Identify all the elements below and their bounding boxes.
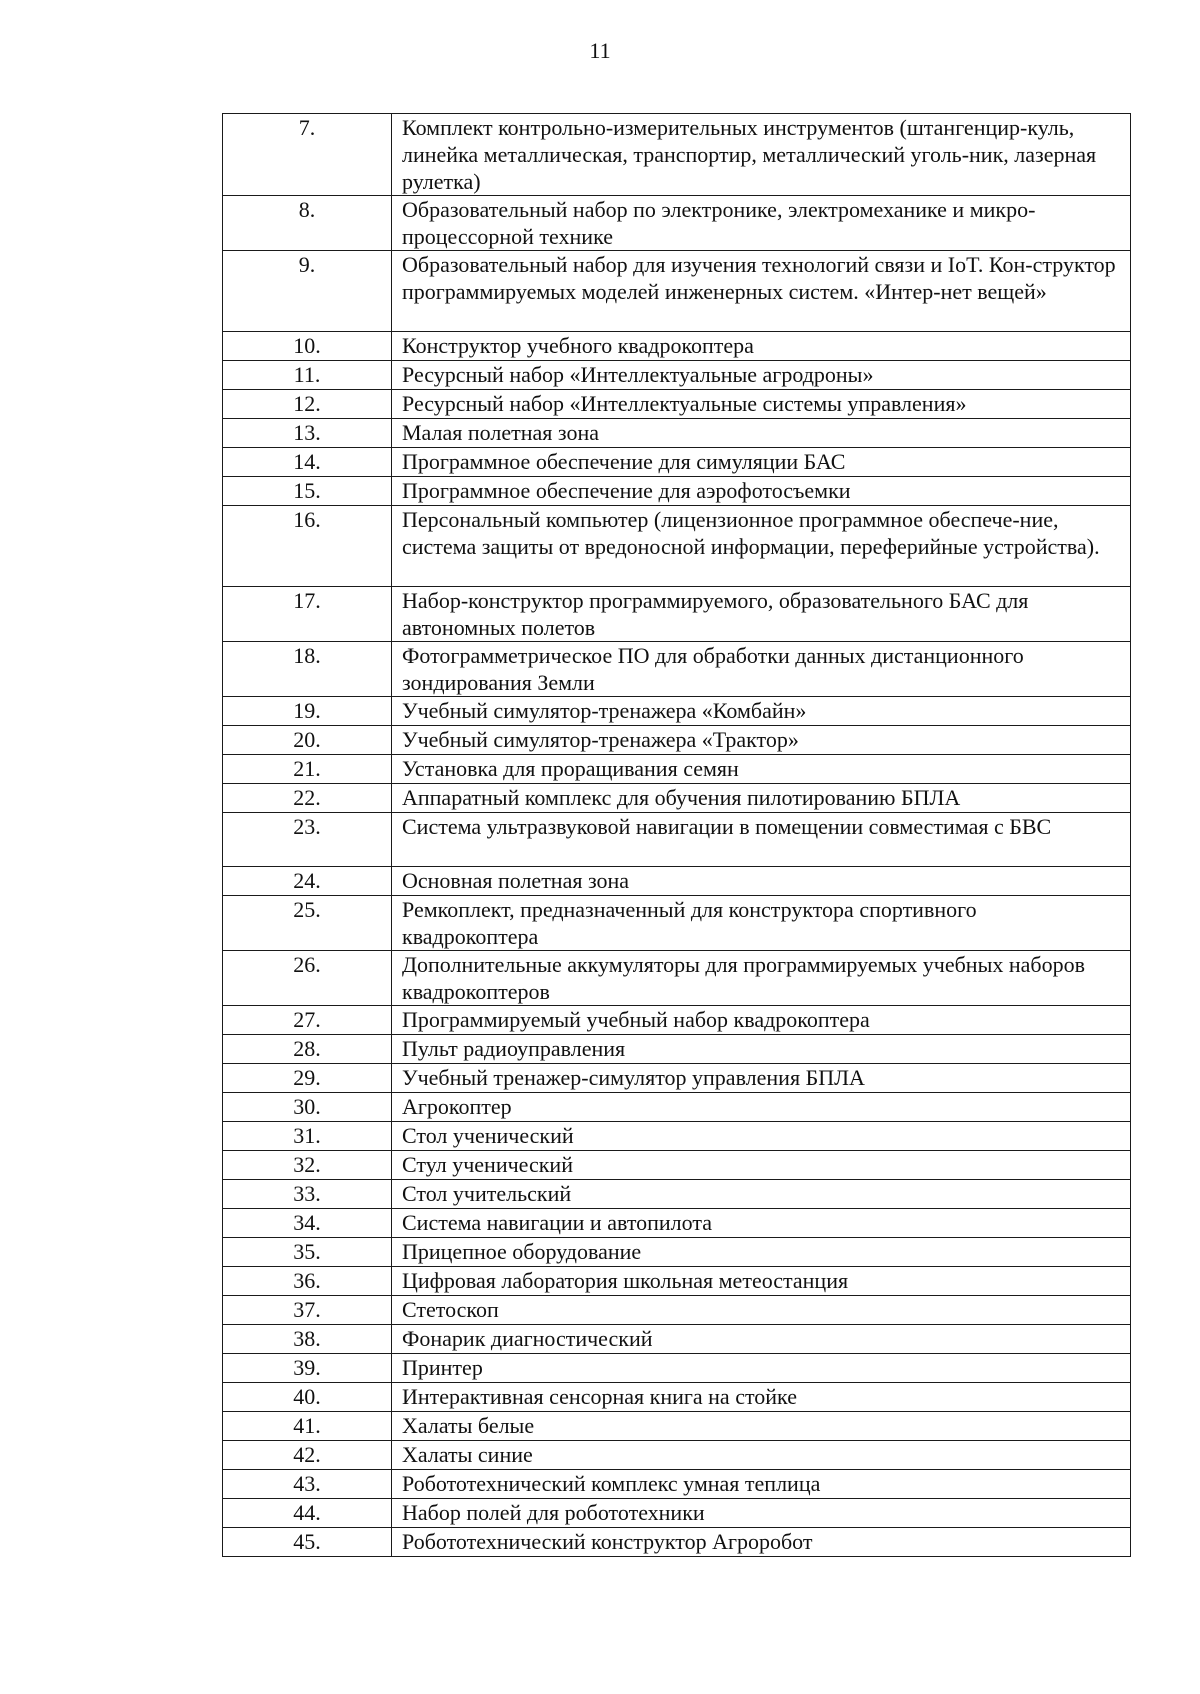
- item-name: Образовательный набор по электронике, электромеханике и микро-процессорной технике: [392, 196, 1131, 251]
- item-name: Конструктор учебного квадрокоптера: [392, 332, 1131, 361]
- table-row: [223, 196, 1131, 251]
- item-number: 31.: [223, 1122, 392, 1151]
- table-row: [223, 587, 1131, 642]
- item-number: 35.: [223, 1238, 392, 1267]
- item-name: Принтер: [392, 1354, 1131, 1383]
- item-name: Учебный симулятор-тренажера «Комбайн»: [392, 697, 1131, 726]
- table-row: [223, 1325, 1131, 1354]
- item-name: Ресурсный набор «Интеллектуальные системы управления»: [392, 390, 1131, 419]
- item-name: Программное обеспечение для аэрофотосъемки: [392, 477, 1131, 506]
- item-number: 10.: [223, 332, 392, 361]
- table-row: [223, 951, 1131, 1006]
- item-number: 26.: [223, 951, 392, 1006]
- table-row: [223, 697, 1131, 726]
- item-name: Программируемый учебный набор квадрокоптера: [392, 1006, 1131, 1035]
- table-row: [223, 506, 1131, 587]
- item-number: 21.: [223, 755, 392, 784]
- table-row: [223, 1064, 1131, 1093]
- equipment-table: [222, 113, 1131, 1557]
- table-row: [223, 1296, 1131, 1325]
- table-row: [223, 1093, 1131, 1122]
- item-number: 8.: [223, 196, 392, 251]
- item-name: Ремкоплект, предназначенный для конструктора спортивного квадрокоптера: [392, 896, 1131, 951]
- item-name: Халаты синие: [392, 1441, 1131, 1470]
- table-row: [223, 251, 1131, 332]
- item-name: Персональный компьютер (лицензионное программное обеспече-ние, система защиты от вредоносной информации, переферийные устройства).: [392, 506, 1131, 587]
- table-row: [223, 1122, 1131, 1151]
- table-row: [223, 1383, 1131, 1412]
- item-number: 17.: [223, 587, 392, 642]
- table-row: [223, 114, 1131, 196]
- item-name: Пульт радиоуправления: [392, 1035, 1131, 1064]
- table-row: [223, 1006, 1131, 1035]
- item-number: 15.: [223, 477, 392, 506]
- item-number: 18.: [223, 642, 392, 697]
- item-number: 24.: [223, 867, 392, 896]
- item-number: 42.: [223, 1441, 392, 1470]
- item-name: Комплект контрольно-измерительных инструментов (штангенцир-куль, линейка металлическая, транспортир, металлический уголь-ник, лазерная рулетка): [392, 114, 1131, 196]
- item-name: Стул ученический: [392, 1151, 1131, 1180]
- item-name: Стетоскоп: [392, 1296, 1131, 1325]
- item-name: Интерактивная сенсорная книга на стойке: [392, 1383, 1131, 1412]
- table-row: [223, 1035, 1131, 1064]
- item-number: 11.: [223, 361, 392, 390]
- item-number: 25.: [223, 896, 392, 951]
- item-number: 36.: [223, 1267, 392, 1296]
- table-row: [223, 896, 1131, 951]
- item-name: Малая полетная зона: [392, 419, 1131, 448]
- item-name: Дополнительные аккумуляторы для программируемых учебных наборов квадрокоптеров: [392, 951, 1131, 1006]
- table-row: [223, 1412, 1131, 1441]
- table-row: [223, 1238, 1131, 1267]
- item-name: Система навигации и автопилота: [392, 1209, 1131, 1238]
- table-row: [223, 642, 1131, 697]
- table-row: [223, 755, 1131, 784]
- equipment-table-body: [223, 114, 1131, 1557]
- page-number: 11: [589, 38, 611, 63]
- table-row: [223, 1499, 1131, 1528]
- item-number: 41.: [223, 1412, 392, 1441]
- table-row: [223, 784, 1131, 813]
- item-name: Аппаратный комплекс для обучения пилотированию БПЛА: [392, 784, 1131, 813]
- table-row: [223, 1441, 1131, 1470]
- item-name: Образовательный набор для изучения технологий связи и IoT. Кон-структор программируемых моделей инженерных систем. «Интер-нет вещей»: [392, 251, 1131, 332]
- table-row: [223, 361, 1131, 390]
- item-number: 20.: [223, 726, 392, 755]
- table-row: [223, 867, 1131, 896]
- item-name: Цифровая лаборатория школьная метеостанция: [392, 1267, 1131, 1296]
- table-row: [223, 477, 1131, 506]
- item-name: Учебный тренажер-симулятор управления БПЛА: [392, 1064, 1131, 1093]
- item-number: 22.: [223, 784, 392, 813]
- item-name: Система ультразвуковой навигации в помещении совместимая с БВС: [392, 813, 1131, 867]
- item-number: 44.: [223, 1499, 392, 1528]
- item-number: 28.: [223, 1035, 392, 1064]
- item-number: 19.: [223, 697, 392, 726]
- item-number: 40.: [223, 1383, 392, 1412]
- item-name: Учебный симулятор-тренажера «Трактор»: [392, 726, 1131, 755]
- table-row: [223, 1151, 1131, 1180]
- item-number: 30.: [223, 1093, 392, 1122]
- item-name: Установка для проращивания семян: [392, 755, 1131, 784]
- item-number: 29.: [223, 1064, 392, 1093]
- item-number: 14.: [223, 448, 392, 477]
- table-row: [223, 1180, 1131, 1209]
- item-name: Агрокоптер: [392, 1093, 1131, 1122]
- item-number: 34.: [223, 1209, 392, 1238]
- item-number: 12.: [223, 390, 392, 419]
- item-name: Набор-конструктор программируемого, образовательного БАС для автономных полетов: [392, 587, 1131, 642]
- table-row: [223, 419, 1131, 448]
- item-name: Программное обеспечение для симуляции БАС: [392, 448, 1131, 477]
- item-name: Ресурсный набор «Интеллектуальные агродроны»: [392, 361, 1131, 390]
- item-name: Основная полетная зона: [392, 867, 1131, 896]
- table-row: [223, 332, 1131, 361]
- item-number: 37.: [223, 1296, 392, 1325]
- item-name: Халаты белые: [392, 1412, 1131, 1441]
- item-number: 7.: [223, 114, 392, 196]
- item-number: 33.: [223, 1180, 392, 1209]
- table-row: [223, 1209, 1131, 1238]
- table-row: [223, 1267, 1131, 1296]
- item-name: Робототехнический конструктор Агроробот: [392, 1528, 1131, 1557]
- item-name: Стол учительский: [392, 1180, 1131, 1209]
- table-row: [223, 390, 1131, 419]
- table-row: [223, 448, 1131, 477]
- table-row: [223, 1528, 1131, 1557]
- item-number: 39.: [223, 1354, 392, 1383]
- table-row: [223, 813, 1131, 867]
- item-number: 9.: [223, 251, 392, 332]
- item-number: 45.: [223, 1528, 392, 1557]
- item-number: 23.: [223, 813, 392, 867]
- item-number: 13.: [223, 419, 392, 448]
- item-name: Набор полей для робототехники: [392, 1499, 1131, 1528]
- item-name: Фотограмметрическое ПО для обработки данных дистанционного зондирования Земли: [392, 642, 1131, 697]
- item-name: Прицепное оборудование: [392, 1238, 1131, 1267]
- item-number: 27.: [223, 1006, 392, 1035]
- item-name: Фонарик диагностический: [392, 1325, 1131, 1354]
- item-name: Робототехнический комплекс умная теплица: [392, 1470, 1131, 1499]
- item-number: 16.: [223, 506, 392, 587]
- table-row: [223, 1354, 1131, 1383]
- table-row: [223, 726, 1131, 755]
- item-name: Стол ученический: [392, 1122, 1131, 1151]
- item-number: 32.: [223, 1151, 392, 1180]
- item-number: 43.: [223, 1470, 392, 1499]
- table-row: [223, 1470, 1131, 1499]
- item-number: 38.: [223, 1325, 392, 1354]
